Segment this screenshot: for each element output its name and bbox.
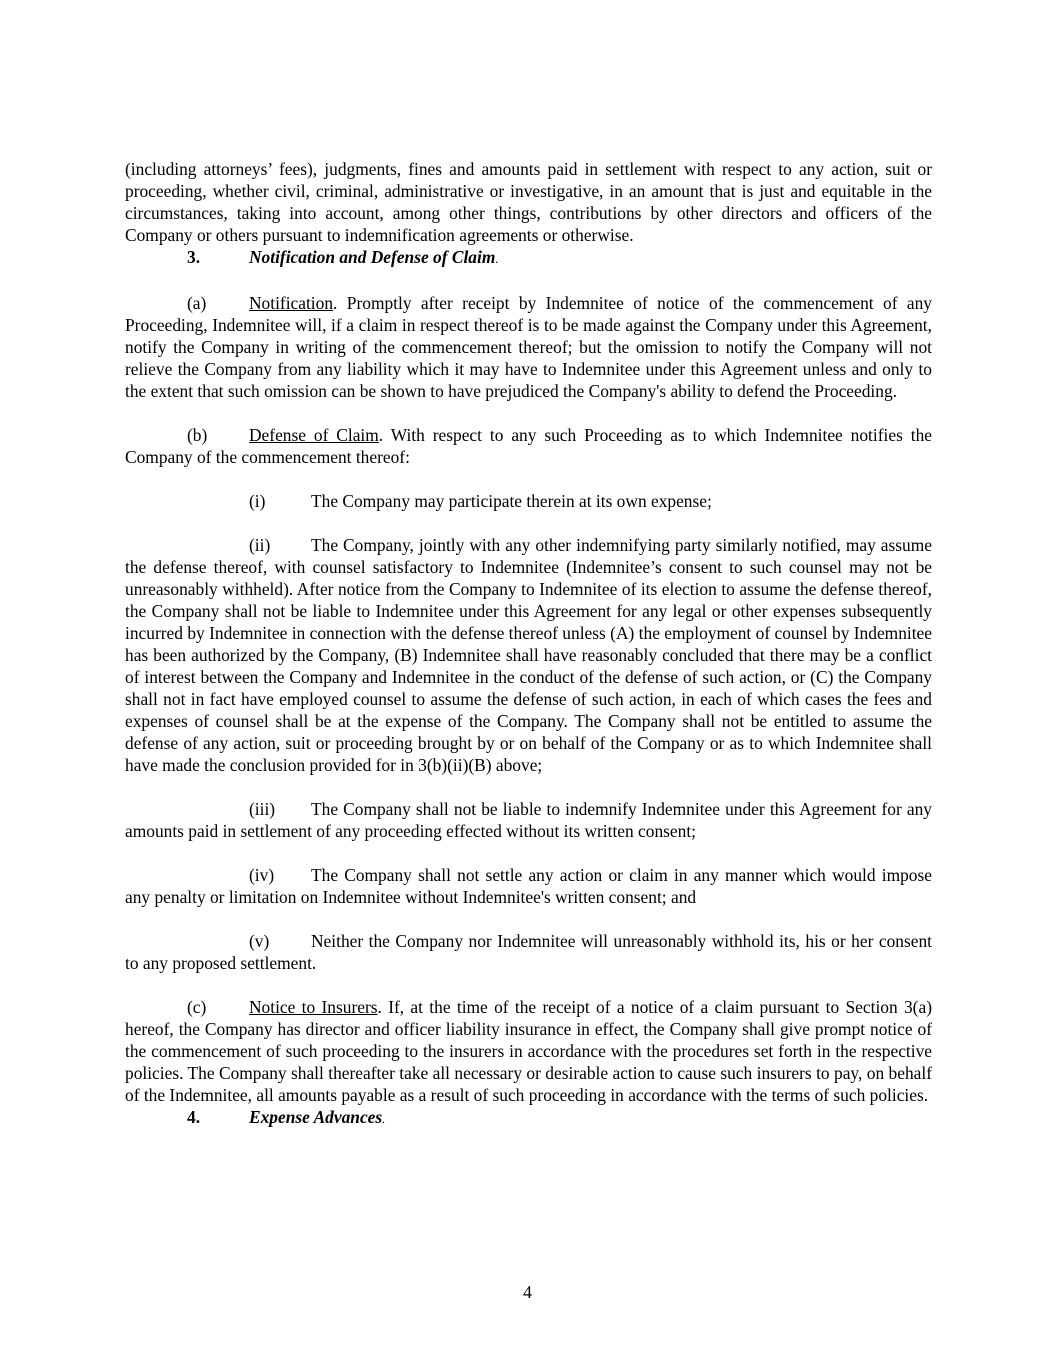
subsection-text: . With respect to any such Proceeding as to which Indemnitee notifies the Company of the commencement thereof: bbox=[125, 425, 932, 467]
item-text: The Company, jointly with any other indemnifying party similarly notified, may assume the defense thereof, with counsel satisfactory to Indemnitee (Indemnitee’s consent to such counsel may not be unreasonably withheld). After notice from the Company to Indemnitee of its election to assume the defense thereof, the Company shall not be liable to Indemnitee under this Agreement for any legal or other expenses subsequently incurred by Indemnitee in connection with the defense thereof unless (A) the employment of counsel by Indemnitee has been authorized by the Company, (B) Indemnitee shall have reasonably concluded that there may be a conflict of interest between the Company and Indemnitee in the conduct of the defense of such action, or (C) the Company shall not in fact have employed counsel to assume the defense of such action, in each of which cases the fees and expenses of counsel shall be at the expense of the Company. The Company shall not be entitled to assume the defense of any action, suit or proceeding brought by or on behalf of the Company or as to which Indemnitee shall have made the conclusion provided for in 3(b)(ii)(B) above; bbox=[125, 535, 932, 775]
section-title-period: . bbox=[495, 251, 499, 266]
section-4-heading bbox=[125, 1106, 932, 1130]
item-text: The Company shall not be liable to indemnify Indemnitee under this Agreement for any amounts paid in settlement of any proceeding effected without its written consent; bbox=[125, 799, 932, 841]
section-number: 4. bbox=[187, 1107, 201, 1127]
item-label: (i) bbox=[249, 491, 266, 511]
page-number: 4 bbox=[523, 1282, 532, 1302]
item-label: (iv) bbox=[249, 865, 275, 885]
subsection-label: (b) bbox=[187, 425, 208, 445]
section-number: 3. bbox=[187, 247, 201, 267]
item-iii bbox=[125, 798, 932, 842]
item-v bbox=[125, 930, 932, 974]
subsection-text: . Promptly after receipt by Indemnitee of notice of the commencement of any Proceeding, Indemnitee will, if a claim in respect thereof is to be made against the Company under this Agreement, notify the Company in writing of the commencement thereof; but the omission to notify the Company will not relieve the Company from any liability which it may have to Indemnitee under this Agreement unless and only to the extent that such omission can be shown to have prejudiced the Company's ability to defend the Proceeding. bbox=[125, 293, 932, 401]
section-title-period: . bbox=[382, 1111, 386, 1126]
subsection-heading: Notice to Insurers bbox=[249, 997, 378, 1017]
item-text: The Company shall not settle any action or claim in any manner which would impose any penalty or limitation on Indemnitee without Indemnitee's written consent; and bbox=[125, 865, 932, 907]
item-ii bbox=[125, 534, 932, 776]
subsection-label: (a) bbox=[187, 293, 207, 313]
item-iv bbox=[125, 864, 932, 908]
subsection-heading: Notification bbox=[249, 293, 334, 313]
subsection-a bbox=[125, 292, 932, 402]
section-title: Expense Advances bbox=[249, 1107, 383, 1127]
section-title: Notification and Defense of Claim bbox=[249, 247, 496, 267]
item-label: (iii) bbox=[249, 799, 276, 819]
subsection-c bbox=[125, 996, 932, 1106]
subsection-text: . If, at the time of the receipt of a notice of a claim pursuant to Section 3(a) hereof, the Company has director and officer liability insurance in effect, the Company shall give prompt notice of the commencement of such proceeding to the insurers in accordance with the procedures set forth in the respective policies. The Company shall thereafter take all necessary or desirable action to cause such insurers to pay, on behalf of the Indemnitee, all amounts payable as a result of such proceeding in accordance with the terms of such policies. bbox=[125, 997, 932, 1105]
subsection-b bbox=[125, 424, 932, 468]
item-text: Neither the Company nor Indemnitee will unreasonably withhold its, his or her consent to any proposed settlement. bbox=[125, 931, 932, 973]
section-3-heading bbox=[125, 246, 932, 270]
item-label: (v) bbox=[249, 931, 270, 951]
document-page bbox=[125, 158, 932, 1130]
subsection-heading: Defense of Claim bbox=[249, 425, 379, 445]
item-label: (ii) bbox=[249, 535, 271, 555]
item-i bbox=[125, 490, 932, 512]
subsection-label: (c) bbox=[187, 997, 207, 1017]
item-text: The Company may participate therein at its own expense; bbox=[311, 491, 712, 511]
continuation-paragraph: (including attorneys’ fees), judgments, fines and amounts paid in settlement with respect to any action, suit or proceeding, whether civil, criminal, administrative or investigative, in an amount that is just and equitable in the circumstances, taking into account, among other things, contributions by other directors and officers of the Company or others pursuant to indemnification agreements or otherwise. bbox=[125, 159, 932, 245]
